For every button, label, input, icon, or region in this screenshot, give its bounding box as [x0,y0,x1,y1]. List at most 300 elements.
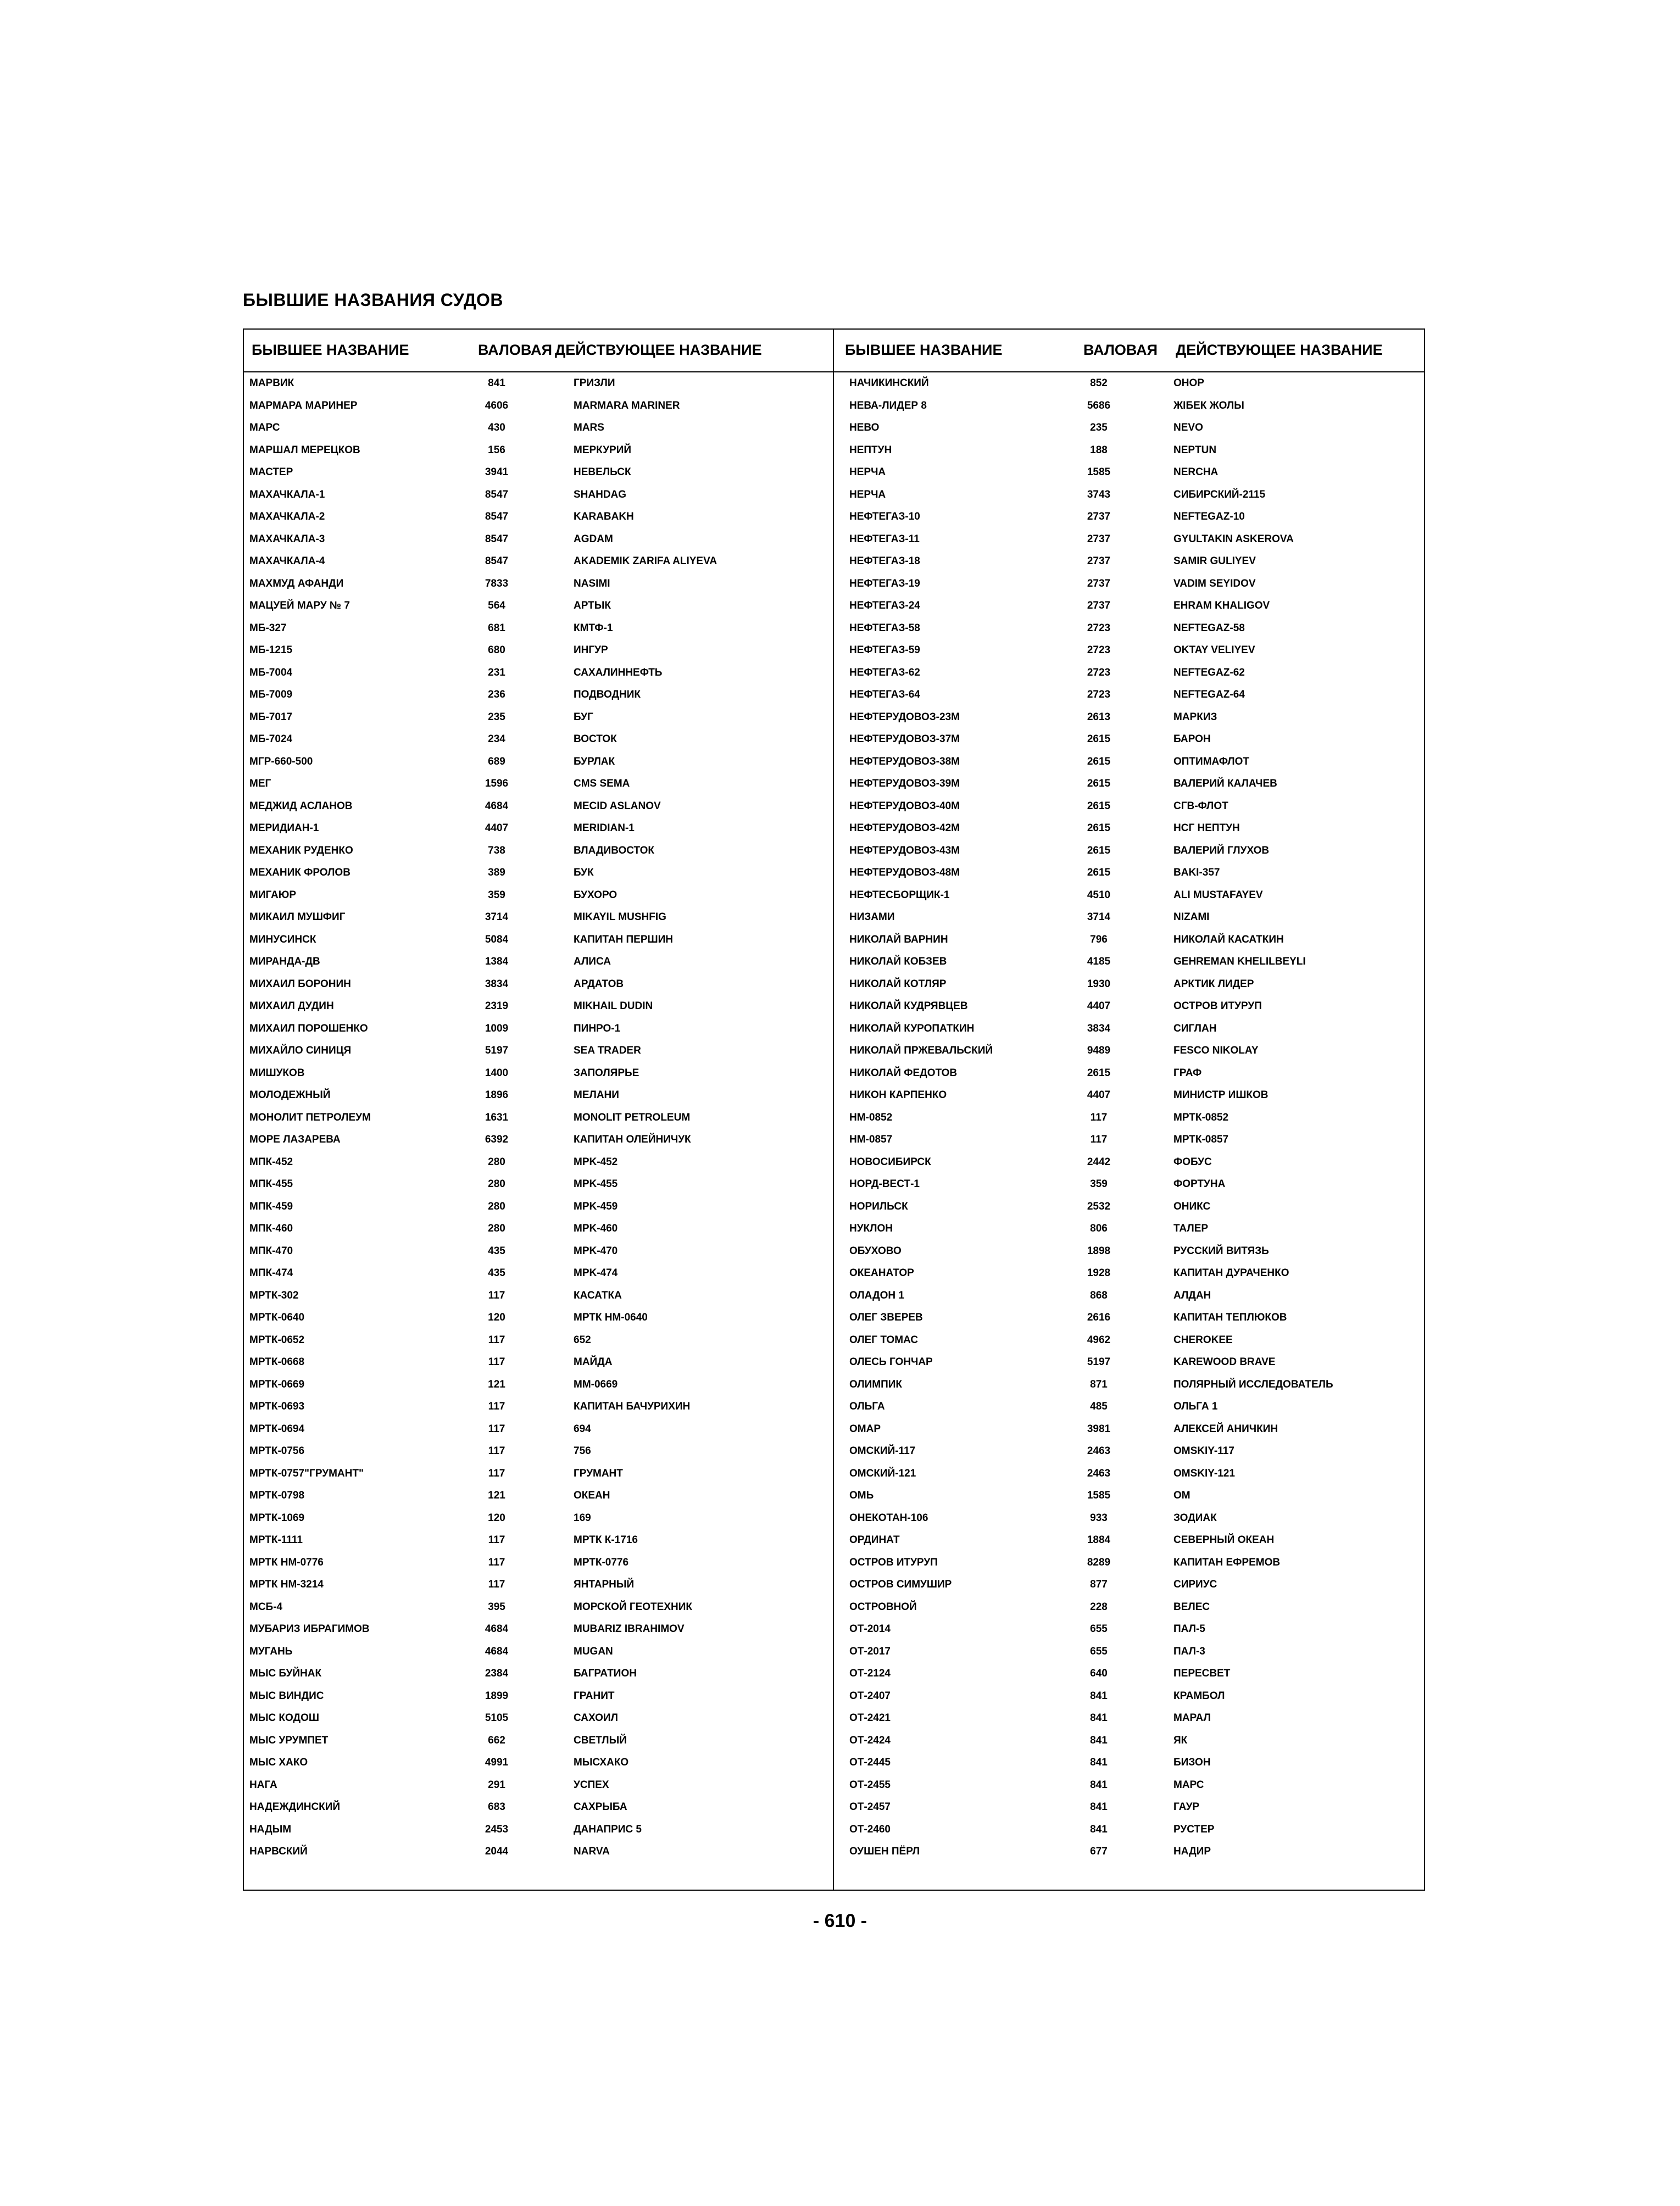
new-name-cell: ЖIБЕК ЖОЛЫ [1173,399,1244,411]
old-name-cell: МРТК НМ-0776 [249,1556,324,1568]
tonnage-cell: 5197 [485,1045,509,1056]
tonnage-cell: 395 [488,1601,505,1613]
tonnage-cell: 841 [1090,1801,1108,1813]
tonnage-cell: 841 [1090,1779,1108,1791]
old-name-cell: МБ-1215 [249,644,293,656]
old-name-cell: МСБ-4 [249,1601,283,1613]
tonnage-cell: 117 [1090,1134,1108,1145]
old-name-cell: ОЛЕСЬ ГОНЧАР [849,1356,933,1368]
new-name-cell: КАСАТКА [574,1289,622,1301]
new-name-cell: 169 [574,1512,591,1524]
old-name-cell: МАРШАЛ МЕРЕЦКОВ [249,444,360,456]
new-name-cell: РУССКИЙ ВИТЯЗЬ [1173,1245,1269,1257]
new-name-cell: MPK-459 [574,1200,618,1212]
old-name-cell: МРТК-0693 [249,1401,305,1412]
old-name-cell: НЕФТЕГАЗ-59 [849,644,920,656]
old-name-cell: МРТК-1069 [249,1512,305,1524]
new-name-cell: АРДАТОВ [574,978,624,990]
tonnage-cell: 1585 [1087,466,1111,478]
old-name-cell: НИКОЛАЙ ПРЖЕВАЛЬСКИЙ [849,1045,993,1056]
new-name-cell: 694 [574,1423,591,1435]
old-name-cell: НЕФТЕГАЗ-19 [849,577,920,589]
old-name-cell: НЕРЧА [849,488,886,500]
new-name-cell: ЯНТАРНЫЙ [574,1579,635,1590]
tonnage-cell: 877 [1090,1579,1108,1590]
new-name-cell: NEFTEGAZ-10 [1173,511,1245,522]
tonnage-cell: 3981 [1087,1423,1111,1435]
old-name-cell: МПК-460 [249,1223,293,1234]
tonnage-cell: 117 [488,1556,505,1568]
old-name-cell: МЕГ [249,778,271,789]
old-name-cell: ОЛЕГ ЗВЕРЕВ [849,1312,923,1323]
new-name-cell: НСГ НЕПТУН [1173,822,1240,834]
tonnage-cell: 235 [488,711,505,723]
tonnage-cell: 2613 [1087,711,1111,723]
tonnage-cell: 841 [488,377,505,389]
new-name-cell: ПАЛ-5 [1173,1623,1205,1635]
new-name-cell: MPK-470 [574,1245,618,1257]
old-name-cell: МЫС КОДОШ [249,1712,319,1724]
old-name-cell: НЕВО [849,422,880,433]
new-name-cell: СИБИРСКИЙ-2115 [1173,488,1266,500]
header-old-name-right: БЫВШЕЕ НАЗВАНИЕ [845,342,1003,358]
tonnage-cell: 680 [488,644,505,656]
new-name-cell: MUBARIZ IBRAHIMOV [574,1623,685,1635]
tonnage-cell: 120 [488,1512,505,1524]
new-name-cell: EHRAM KHALIGOV [1173,600,1270,611]
tonnage-cell: 1896 [485,1089,509,1101]
page-title: БЫВШИЕ НАЗВАНИЯ СУДОВ [243,290,503,310]
tonnage-cell: 8547 [485,511,509,522]
old-name-cell: МИХАЙЛО СИНИЦЯ [249,1045,352,1056]
old-name-cell: МИГАЮР [249,889,297,901]
tonnage-cell: 1928 [1087,1267,1111,1279]
tonnage-cell: 8547 [485,555,509,567]
new-name-cell: ОЛЬГА 1 [1173,1401,1218,1412]
tonnage-cell: 841 [1090,1712,1108,1724]
tonnage-cell: 4962 [1087,1334,1111,1346]
new-name-cell: АРТЫК [574,600,611,611]
tonnage-cell: 3834 [1087,1022,1111,1034]
new-name-cell: 756 [574,1445,591,1457]
tonnage-cell: 841 [1090,1690,1108,1702]
tonnage-cell: 2737 [1087,511,1111,522]
header-tonnage-left: ВАЛОВАЯ [478,342,552,358]
old-name-cell: НАДЫМ [249,1823,292,1835]
tonnage-cell: 121 [488,1490,505,1501]
tonnage-cell: 120 [488,1312,505,1323]
old-name-cell: МОНОЛИТ ПЕТРОЛЕУМ [249,1111,371,1123]
tonnage-cell: 1585 [1087,1490,1111,1501]
new-name-cell: AKADEMIK ZARIFA ALIYEVA [574,555,717,567]
tonnage-cell: 2737 [1087,533,1111,545]
new-name-cell: БАГРАТИОН [574,1668,637,1679]
tonnage-cell: 156 [488,444,505,456]
old-name-cell: МРТК НМ-3214 [249,1579,324,1590]
tonnage-cell: 4185 [1087,956,1111,967]
tonnage-cell: 2615 [1087,733,1111,745]
old-name-cell: НАРВСКИЙ [249,1846,308,1857]
new-name-cell: ПАЛ-3 [1173,1645,1205,1657]
tonnage-cell: 280 [488,1178,505,1190]
old-name-cell: НЕФТЕРУДОВОЗ-40М [849,800,960,812]
new-name-cell: МЕЛАНИ [574,1089,619,1101]
new-name-cell: ОКЕАН [574,1490,610,1501]
new-name-cell: ВАЛЕРИЙ КАЛАЧЕВ [1173,778,1277,789]
tonnage-cell: 852 [1090,377,1108,389]
old-name-cell: МБ-7017 [249,711,293,723]
new-name-cell: KARABAKH [574,511,634,522]
new-name-cell: УСПЕХ [574,1779,609,1791]
tonnage-cell: 2615 [1087,778,1111,789]
old-name-cell: НЕФТЕГАЗ-11 [849,533,920,545]
new-name-cell: ГРУМАНТ [574,1467,623,1479]
old-name-cell: НЕФТЕГАЗ-24 [849,600,920,611]
old-name-cell: МЫС ВИНДИС [249,1690,324,1702]
new-name-cell: OKTAY VELIYEV [1173,644,1255,656]
old-name-cell: ОСТРОВ СИМУШИР [849,1579,952,1590]
old-name-cell: ОТ-2421 [849,1712,891,1724]
new-name-cell: MPK-474 [574,1267,618,1279]
old-name-cell: МИХАИЛ БОРОНИН [249,978,351,990]
tonnage-cell: 231 [488,666,505,678]
old-name-cell: МИХАИЛ ДУДИН [249,1000,334,1012]
old-name-cell: НМ-0852 [849,1111,893,1123]
tonnage-cell: 2615 [1087,867,1111,878]
tonnage-cell: 4407 [485,822,509,834]
new-name-cell: МАРКИЗ [1173,711,1217,723]
new-name-cell: NEFTEGAZ-58 [1173,622,1245,634]
old-name-cell: МРТК-0640 [249,1312,305,1323]
tonnage-cell: 4407 [1087,1000,1111,1012]
tonnage-cell: 117 [1090,1111,1108,1123]
new-name-cell: НАДИР [1173,1846,1211,1857]
old-name-cell: МРТК-0652 [249,1334,305,1346]
old-name-cell: НАГА [249,1779,277,1791]
new-name-cell: ALI MUSTAFAYEV [1173,889,1263,901]
old-name-cell: НАДЕЖДИНСКИЙ [249,1801,341,1813]
new-name-cell: ОМ [1173,1490,1191,1501]
tonnage-cell: 5686 [1087,399,1111,411]
old-name-cell: МПК-474 [249,1267,293,1279]
ship-names-table [243,328,1425,1891]
old-name-cell: НЕФТЕРУДОВОЗ-38М [849,755,960,767]
old-name-cell: НИЗАМИ [849,911,895,923]
old-name-cell: НИКОЛАЙ ВАРНИН [849,933,948,945]
new-name-cell: РУСТЕР [1173,1823,1215,1835]
tonnage-cell: 2463 [1087,1467,1111,1479]
old-name-cell: МПК-455 [249,1178,293,1190]
tonnage-cell: 1384 [485,956,509,967]
old-name-cell: ОРДИНАТ [849,1534,900,1546]
new-name-cell: VADIM SEYIDOV [1173,577,1256,589]
new-name-cell: ГРИЗЛИ [574,377,615,389]
tonnage-cell: 4407 [1087,1089,1111,1101]
old-name-cell: НЕФТЕГАЗ-58 [849,622,920,634]
old-name-cell: ОНЕКОТАН-106 [849,1512,928,1524]
new-name-cell: КРАМБОЛ [1173,1690,1225,1702]
old-name-cell: ОТ-2124 [849,1668,891,1679]
new-name-cell: OMSKIY-121 [1173,1467,1235,1479]
tonnage-cell: 1009 [485,1022,509,1034]
old-name-cell: МАХМУД АФАНДИ [249,577,344,589]
tonnage-cell: 689 [488,755,505,767]
old-name-cell: НЕФТЕГАЗ-18 [849,555,920,567]
tonnage-cell: 234 [488,733,505,745]
new-name-cell: МАРС [1173,1779,1204,1791]
new-name-cell: ДАНАПРИС 5 [574,1823,642,1835]
old-name-cell: НИКОЛАЙ КУРОПАТКИН [849,1022,975,1034]
tonnage-cell: 2615 [1087,800,1111,812]
new-name-cell: ПИНРО-1 [574,1022,621,1034]
old-name-cell: МПК-452 [249,1156,293,1168]
tonnage-cell: 677 [1090,1846,1108,1857]
new-name-cell: NASIMI [574,577,610,589]
new-name-cell: ЯК [1173,1734,1188,1746]
new-name-cell: МЫСХАКО [574,1757,629,1768]
old-name-cell: ОСТРОВ ИТУРУП [849,1556,938,1568]
new-name-cell: СИРИУС [1173,1579,1217,1590]
new-name-cell: НИКОЛАЙ КАСАТКИН [1173,933,1284,945]
tonnage-cell: 117 [488,1467,505,1479]
header-tonnage-right: ВАЛОВАЯ [1083,342,1158,358]
tonnage-cell: 3941 [485,466,509,478]
tonnage-cell: 3714 [1087,911,1111,923]
header-new-name-right: ДЕЙСТВУЮЩЕЕ НАЗВАНИЕ [1176,342,1383,358]
new-name-cell: КАПИТАН ПЕРШИН [574,933,673,945]
new-name-cell: КАПИТАН ЕФРЕМОВ [1173,1556,1281,1568]
tonnage-cell: 1596 [485,778,509,789]
old-name-cell: ОТ-2455 [849,1779,891,1791]
old-name-cell: МИШУКОВ [249,1067,305,1079]
old-name-cell: ОМЬ [849,1490,874,1501]
tonnage-cell: 655 [1090,1623,1108,1635]
old-name-cell: МПК-459 [249,1200,293,1212]
tonnage-cell: 117 [488,1401,505,1412]
tonnage-cell: 2616 [1087,1312,1111,1323]
new-name-cell: SHAHDAG [574,488,627,500]
new-name-cell: NARVA [574,1846,610,1857]
new-name-cell: ПОЛЯРНЫЙ ИССЛЕДОВАТЕЛЬ [1173,1378,1333,1390]
new-name-cell: МРТК К-1716 [574,1534,638,1546]
tonnage-cell: 4684 [485,800,509,812]
new-name-cell: MIKAYIL MUSHFIG [574,911,666,923]
old-name-cell: МИРАНДА-ДВ [249,956,320,967]
old-name-cell: ОТ-2017 [849,1645,891,1657]
new-name-cell: АЛИСА [574,956,611,967]
old-name-cell: МБ-327 [249,622,287,634]
new-name-cell: ВАЛЕРИЙ ГЛУХОВ [1173,844,1270,856]
tonnage-cell: 8547 [485,533,509,545]
tonnage-cell: 5105 [485,1712,509,1724]
old-name-cell: НУКЛОН [849,1223,893,1234]
new-name-cell: GYULTAKIN ASKEROVA [1173,533,1294,545]
new-name-cell: NIZAMI [1173,911,1210,923]
new-name-cell: MECID ASLANOV [574,800,661,812]
old-name-cell: ОЛЬГА [849,1401,885,1412]
old-name-cell: МПК-470 [249,1245,293,1257]
tonnage-cell: 1930 [1087,978,1111,990]
tonnage-cell: 117 [488,1423,505,1435]
new-name-cell: АЛЕКСЕЙ АНИЧКИН [1173,1423,1278,1435]
old-name-cell: МЕХАНИК РУДЕНКО [249,844,353,856]
old-name-cell: ОТ-2014 [849,1623,891,1635]
old-name-cell: НОРД-ВЕСТ-1 [849,1178,920,1190]
tonnage-cell: 4606 [485,399,509,411]
old-name-cell: МЕДЖИД АСЛАНОВ [249,800,353,812]
tonnage-cell: 841 [1090,1734,1108,1746]
tonnage-cell: 117 [488,1445,505,1457]
new-name-cell: БУХОРО [574,889,618,901]
old-name-cell: НЕРЧА [849,466,886,478]
old-name-cell: МАСТЕР [249,466,293,478]
page-number: - 610 - [813,1910,867,1931]
old-name-cell: МЫС БУЙНАК [249,1668,322,1679]
new-name-cell: ОНОР [1173,377,1204,389]
tonnage-cell: 2737 [1087,600,1111,611]
new-name-cell: КМТФ-1 [574,622,613,634]
tonnage-cell: 933 [1090,1512,1108,1524]
new-name-cell: АРКТИК ЛИДЕР [1173,978,1254,990]
tonnage-cell: 2723 [1087,666,1111,678]
new-name-cell: CHEROKEE [1173,1334,1233,1346]
tonnage-cell: 2737 [1087,555,1111,567]
new-name-cell: БИЗОН [1173,1757,1211,1768]
new-name-cell: CMS SEMA [574,778,630,789]
tonnage-cell: 117 [488,1356,505,1368]
new-name-cell: НЕВЕЛЬСК [574,466,631,478]
tonnage-cell: 1400 [485,1067,509,1079]
old-name-cell: МАХАЧКАЛА-1 [249,488,325,500]
new-name-cell: СЕВЕРНЫЙ ОКЕАН [1173,1534,1275,1546]
old-name-cell: МЕХАНИК ФРОЛОВ [249,867,351,878]
new-name-cell: МРТК-0857 [1173,1134,1229,1145]
tonnage-cell: 806 [1090,1223,1108,1234]
old-name-cell: МЫС УРУМПЕТ [249,1734,329,1746]
new-name-cell: NERCHA [1173,466,1219,478]
new-name-cell: NEPTUN [1173,444,1217,456]
tonnage-cell: 2615 [1087,755,1111,767]
old-name-cell: НЕФТЕГАЗ-10 [849,511,920,522]
tonnage-cell: 2723 [1087,689,1111,700]
new-name-cell: СГВ-ФЛОТ [1173,800,1228,812]
new-name-cell: MPK-452 [574,1156,618,1168]
old-name-cell: НЕФТЕРУДОВОЗ-43М [849,844,960,856]
tonnage-cell: 1899 [485,1690,509,1702]
new-name-cell: ОНИКС [1173,1200,1211,1212]
new-name-cell: FESCO NIKOLAY [1173,1045,1259,1056]
tonnage-cell: 640 [1090,1668,1108,1679]
old-name-cell: МРТК-0669 [249,1378,305,1390]
new-name-cell: ОСТРОВ ИТУРУП [1173,1000,1262,1012]
new-name-cell: BAKI-357 [1173,867,1220,878]
old-name-cell: ОТ-2407 [849,1690,891,1702]
old-name-cell: МРТК-302 [249,1289,299,1301]
old-name-cell: МАРВИК [249,377,294,389]
new-name-cell: ГРАФ [1173,1067,1202,1079]
new-name-cell: САХОИЛ [574,1712,618,1724]
tonnage-cell: 389 [488,867,505,878]
old-name-cell: МБ-7009 [249,689,293,700]
new-name-cell: SAMIR GULIYEV [1173,555,1256,567]
tonnage-cell: 117 [488,1534,505,1546]
old-name-cell: ОУШЕН ПЁРЛ [849,1846,920,1857]
tonnage-cell: 4684 [485,1623,509,1635]
tonnage-cell: 236 [488,689,505,700]
tonnage-cell: 1631 [485,1111,509,1123]
new-name-cell: ОПТИМАФЛОТ [1173,755,1249,767]
old-name-cell: МУГАНЬ [249,1645,293,1657]
tonnage-cell: 868 [1090,1289,1108,1301]
old-name-cell: ОМСКИЙ-117 [849,1445,916,1457]
tonnage-cell: 8547 [485,488,509,500]
new-name-cell: ВЕЛЕС [1173,1601,1210,1613]
old-name-cell: МАРС [249,422,280,433]
tonnage-cell: 738 [488,844,505,856]
tonnage-cell: 4684 [485,1645,509,1657]
new-name-cell: KAREWOOD BRAVE [1173,1356,1276,1368]
tonnage-cell: 228 [1090,1601,1108,1613]
tonnage-cell: 681 [488,622,505,634]
old-name-cell: НЕФТЕРУДОВОЗ-37М [849,733,960,745]
new-name-cell: МРТК-0852 [1173,1111,1229,1123]
old-name-cell: МОРЕ ЛАЗАРЕВА [249,1134,341,1145]
old-name-cell: НИКОЛАЙ КОБЗЕВ [849,956,947,967]
new-name-cell: СВЕТЛЫЙ [574,1734,627,1746]
old-name-cell: НЕФТЕГАЗ-64 [849,689,920,700]
tonnage-cell: 5197 [1087,1356,1111,1368]
tonnage-cell: 871 [1090,1378,1108,1390]
new-name-cell: ПОДВОДНИК [574,689,641,700]
new-name-cell: AGDAM [574,533,613,545]
new-name-cell: ФОБУС [1173,1156,1212,1168]
old-name-cell: МРТК-0694 [249,1423,305,1435]
new-name-cell: MUGAN [574,1645,613,1657]
tonnage-cell: 796 [1090,933,1108,945]
tonnage-cell: 2044 [485,1846,509,1857]
new-name-cell: MPK-460 [574,1223,618,1234]
new-name-cell: МРТК НМ-0640 [574,1312,648,1323]
old-name-cell: МРТК-0756 [249,1445,305,1457]
old-name-cell: МИНУСИНСК [249,933,316,945]
tonnage-cell: 2737 [1087,577,1111,589]
new-name-cell: ММ-0669 [574,1378,618,1390]
tonnage-cell: 2615 [1087,1067,1111,1079]
tonnage-cell: 841 [1090,1823,1108,1835]
new-name-cell: ФОРТУНА [1173,1178,1226,1190]
new-name-cell: NEVO [1173,422,1203,433]
old-name-cell: НЕФТЕГАЗ-62 [849,666,920,678]
old-name-cell: ОКЕАНАТОР [849,1267,914,1279]
column-divider [833,330,834,1890]
new-name-cell: MERIDIAN-1 [574,822,635,834]
old-name-cell: ОМАР [849,1423,881,1435]
tonnage-cell: 3743 [1087,488,1111,500]
new-name-cell: БУРЛАК [574,755,615,767]
old-name-cell: ОТ-2445 [849,1757,891,1768]
new-name-cell: МРТК-0776 [574,1556,629,1568]
old-name-cell: МУБАРИЗ ИБРАГИМОВ [249,1623,370,1635]
tonnage-cell: 2723 [1087,622,1111,634]
new-name-cell: САХАЛИННЕФТЬ [574,666,663,678]
new-name-cell: GEHREMAN KHELILBEYLI [1173,956,1306,967]
tonnage-cell: 8289 [1087,1556,1111,1568]
tonnage-cell: 662 [488,1734,505,1746]
tonnage-cell: 2615 [1087,844,1111,856]
tonnage-cell: 280 [488,1156,505,1168]
new-name-cell: КАПИТАН ТЕПЛЮКОВ [1173,1312,1287,1323]
new-name-cell: MPK-455 [574,1178,618,1190]
